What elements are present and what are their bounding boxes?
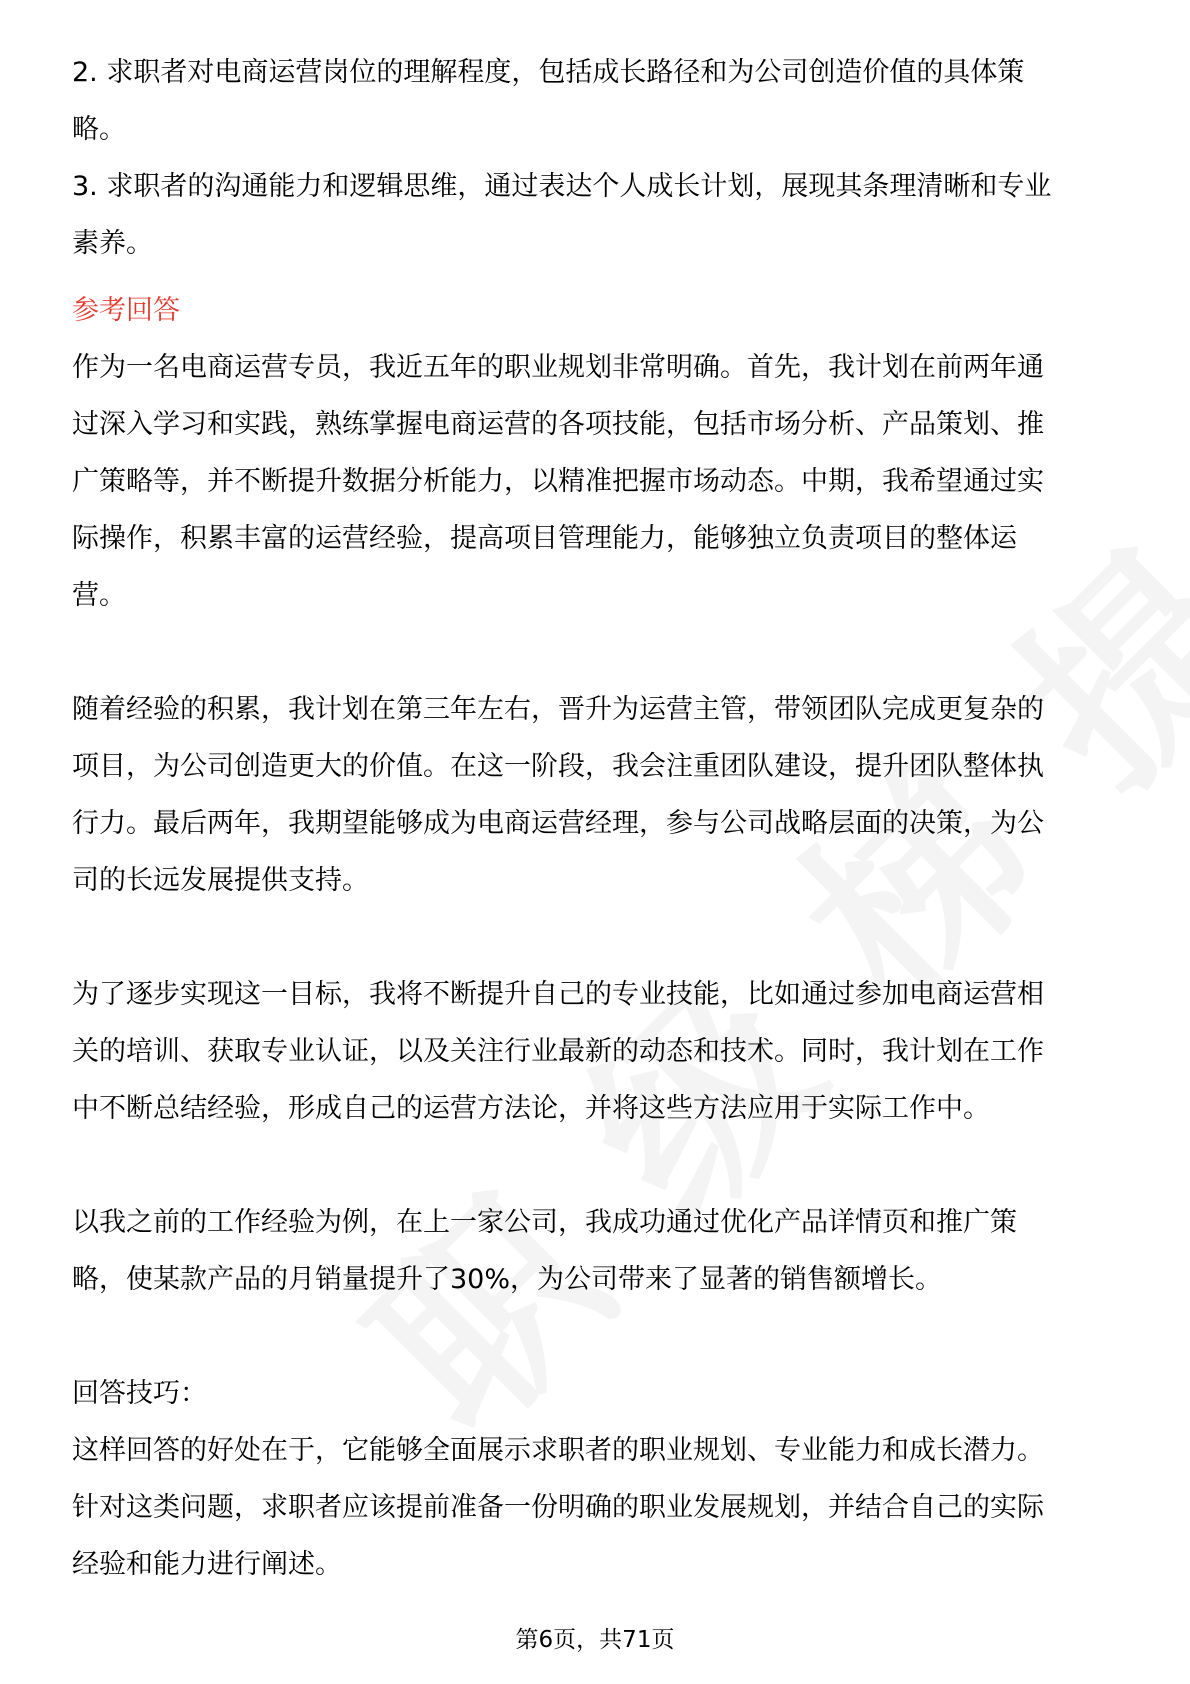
page-content: [72, 44, 1122, 1593]
criteria-item-2: [72, 44, 1122, 158]
text-line: 为了逐步实现这一目标，我将不断提升自己的专业技能，比如通过参加电商运营相: [72, 979, 1044, 1010]
page-number: 第6页，共71页: [515, 1627, 675, 1653]
answer-paragraph-1: [72, 339, 1122, 624]
tips-heading: 回答技巧：: [72, 1378, 207, 1409]
text-line: 随着经验的积累，我计划在第三年左右，晋升为运营主管，带领团队完成更复杂的: [72, 694, 1044, 725]
text-line: 这样回答的好处在于，它能够全面展示求职者的职业规划、专业能力和成长潜力。: [72, 1435, 1044, 1466]
text-line: 3. 求职者的沟通能力和逻辑思维，通过表达个人成长计划，展现其条理清晰和专业: [72, 171, 1052, 202]
text-line: 略。: [72, 114, 126, 145]
tips-section: [72, 1365, 1122, 1593]
text-line: 营。: [72, 580, 126, 611]
answer-paragraph-3: [72, 966, 1122, 1137]
text-line: 广策略等，并不断提升数据分析能力，以精准把握市场动态。中期，我希望通过实: [72, 466, 1044, 497]
text-line: 行力。最后两年，我期望能够成为电商运营经理，参与公司战略层面的决策，为公: [72, 808, 1044, 839]
answer-paragraph-2: [72, 681, 1122, 909]
answer-heading: 参考回答: [72, 295, 180, 326]
text-line: 际操作，积累丰富的运营经验，提高项目管理能力，能够独立负责项目的整体运: [72, 523, 1017, 554]
text-line: 司的长远发展提供支持。: [72, 865, 369, 896]
answer-paragraph-4: [72, 1194, 1122, 1308]
text-line: 针对这类问题，求职者应该提前准备一份明确的职业发展规划，并结合自己的实际: [72, 1492, 1044, 1523]
criteria-item-3: [72, 158, 1122, 272]
text-line: 中不断总结经验，形成自己的运营方法论，并将这些方法应用于实际工作中。: [72, 1093, 990, 1124]
text-line: 以我之前的工作经验为例，在上一家公司，我成功通过优化产品详情页和推广策: [72, 1207, 1017, 1238]
text-line: 略，使某款产品的月销量提升了30%，为公司带来了显著的销售额增长。: [72, 1264, 943, 1295]
text-line: 关的培训、获取专业认证，以及关注行业最新的动态和技术。同时，我计划在工作: [72, 1036, 1044, 1067]
text-line: 2. 求职者对电商运营岗位的理解程度，包括成长路径和为公司创造价值的具体策: [72, 57, 1025, 88]
text-line: 项目，为公司创造更大的价值。在这一阶段，我会注重团队建设，提升团队整体执: [72, 751, 1044, 782]
text-line: 经验和能力进行阐述。: [72, 1549, 342, 1580]
text-line: 素养。: [72, 228, 153, 259]
text-line: 过深入学习和实践，熟练掌握电商运营的各项技能，包括市场分析、产品策划、推: [72, 409, 1044, 440]
text-line: 作为一名电商运营专员，我近五年的职业规划非常明确。首先，我计划在前两年通: [72, 352, 1044, 383]
